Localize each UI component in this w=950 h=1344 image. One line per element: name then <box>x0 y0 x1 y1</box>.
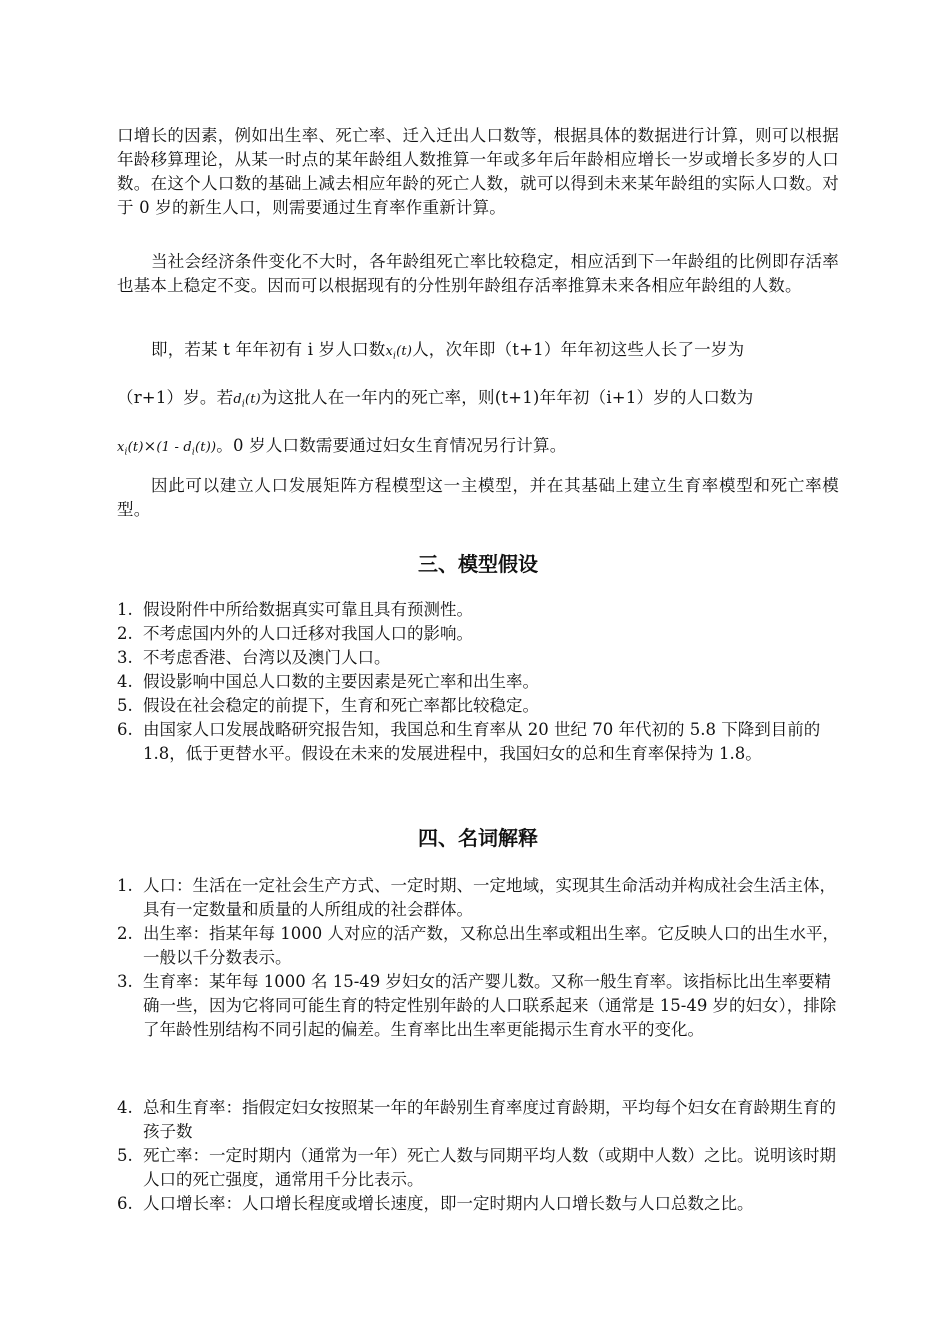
para3-text-a: 即，若某 t 年年初有 i 岁人口数 <box>151 340 386 359</box>
intro-paragraph-3-line-2 <box>117 386 839 417</box>
para3-text-d: 为这批人在一年内的死亡率，则(t+1)年年初（i+1）岁的人口数为 <box>260 388 754 407</box>
list-item: 3. 生育率：某年每 1000 名 15-49 岁妇女的活产婴儿数。又称一般生育率。该指标比出生率要精确一些，因为它将同可能生育的特定性别年龄的人口联系起来（通常是 15-49 岁的妇女），排除了年龄性别结构不同引起的偏差。生育率比出生率更能揭示生育水平的变化。 <box>117 972 837 1039</box>
intro-paragraph-3-line-3 <box>117 434 839 465</box>
section-4-title: 四、名词解释 <box>418 826 538 850</box>
list-item: 5. 假设在社会稳定的前提下，生育和死亡率都比较稳定。 <box>117 696 539 715</box>
list-item: 5. 死亡率：一定时期内（通常为一年）死亡人数与同期平均人数（或期中人数）之比。说明该时期人口的死亡强度，通常用千分比表示。 <box>117 1146 836 1189</box>
para3-text-c: （r+1）岁。若 <box>117 388 234 407</box>
list-item: 3. 不考虑香港、台湾以及澳门人口。 <box>117 648 391 667</box>
formula-survival: $x_i(t)\times(1 - d_i(t))$ <box>117 437 217 458</box>
intro-paragraph-3-line-1 <box>117 338 839 369</box>
intro-paragraph-1: 口增长的因素，例如出生率、死亡率、迁入迁出人口数等，根据具体的数据进行计算，则可以根据年龄移算理论，从某一时点的某年龄组人数推算一年或多年后年龄相应增长一岁或增长多岁的人口数。在这个人口数的基础上减去相应年龄的死亡人数，就可以得到未来某年龄组的实际人口数。对于 0 岁的新生人口，则需要通过生育率作重新计算。 <box>117 126 839 217</box>
list-item: 2. 不考虑国内外的人口迁移对我国人口的影响。 <box>117 624 473 643</box>
para3-text-e: 。0 岁人口数需要通过妇女生育情况另行计算。 <box>216 436 567 455</box>
formula-x-i-t: $x_i(t)$ <box>385 344 413 362</box>
list-item: 2. 出生率：指某年每 1000 人对应的活产数，又称总出生率或粗出生率。它反映人口的出生水平，一般以千分数表示。 <box>117 924 839 967</box>
intro-paragraph-2: 当社会经济条件变化不大时，各年龄组死亡率比较稳定，相应活到下一年龄组的比例即存活率也基本上稳定不变。因而可以根据现有的分性别年龄组存活率推算未来各相应年龄组的人数。 <box>117 252 839 295</box>
list-item: 1. 假设附件中所给数据真实可靠且具有预测性。 <box>117 600 473 619</box>
list-item: 1. 人口：生活在一定社会生产方式、一定时期、一定地域，实现其生命活动并构成社会生活主体，具有一定数量和质量的人所组成的社会群体。 <box>117 876 836 919</box>
assumptions-list <box>117 598 839 766</box>
intro-paragraph-4: 因此可以建立人口发展矩阵方程模型这一主模型，并在其基础上建立生育率模型和死亡率模型。 <box>117 476 839 519</box>
list-item: 6. 由国家人口发展战略研究报告知，我国总和生育率从 20 世纪 70 年代初的 5.8 下降到目前的 1.8，低于更替水平。假设在未来的发展进程中，我国妇女的总和生育率保持为 1.8。 <box>117 720 821 763</box>
definitions-list-b <box>117 1096 839 1216</box>
list-item: 6. 人口增长率：人口增长程度或增长速度，即一定时期内人口增长数与人口总数之比。 <box>117 1194 754 1213</box>
list-item: 4. 假设影响中国总人口数的主要因素是死亡率和出生率。 <box>117 672 539 691</box>
section-3-title: 三、模型假设 <box>418 552 538 576</box>
para3-text-b: 人，次年即（t+1）年年初这些人长了一岁为 <box>412 340 745 359</box>
list-item: 4. 总和生育率：指假定妇女按照某一年的年龄别生育率度过育龄期，平均每个妇女在育龄期生育的孩子数 <box>117 1098 836 1141</box>
definitions-list-a <box>117 874 839 1042</box>
formula-d-i-t: $d_i(t)$ <box>233 392 261 410</box>
